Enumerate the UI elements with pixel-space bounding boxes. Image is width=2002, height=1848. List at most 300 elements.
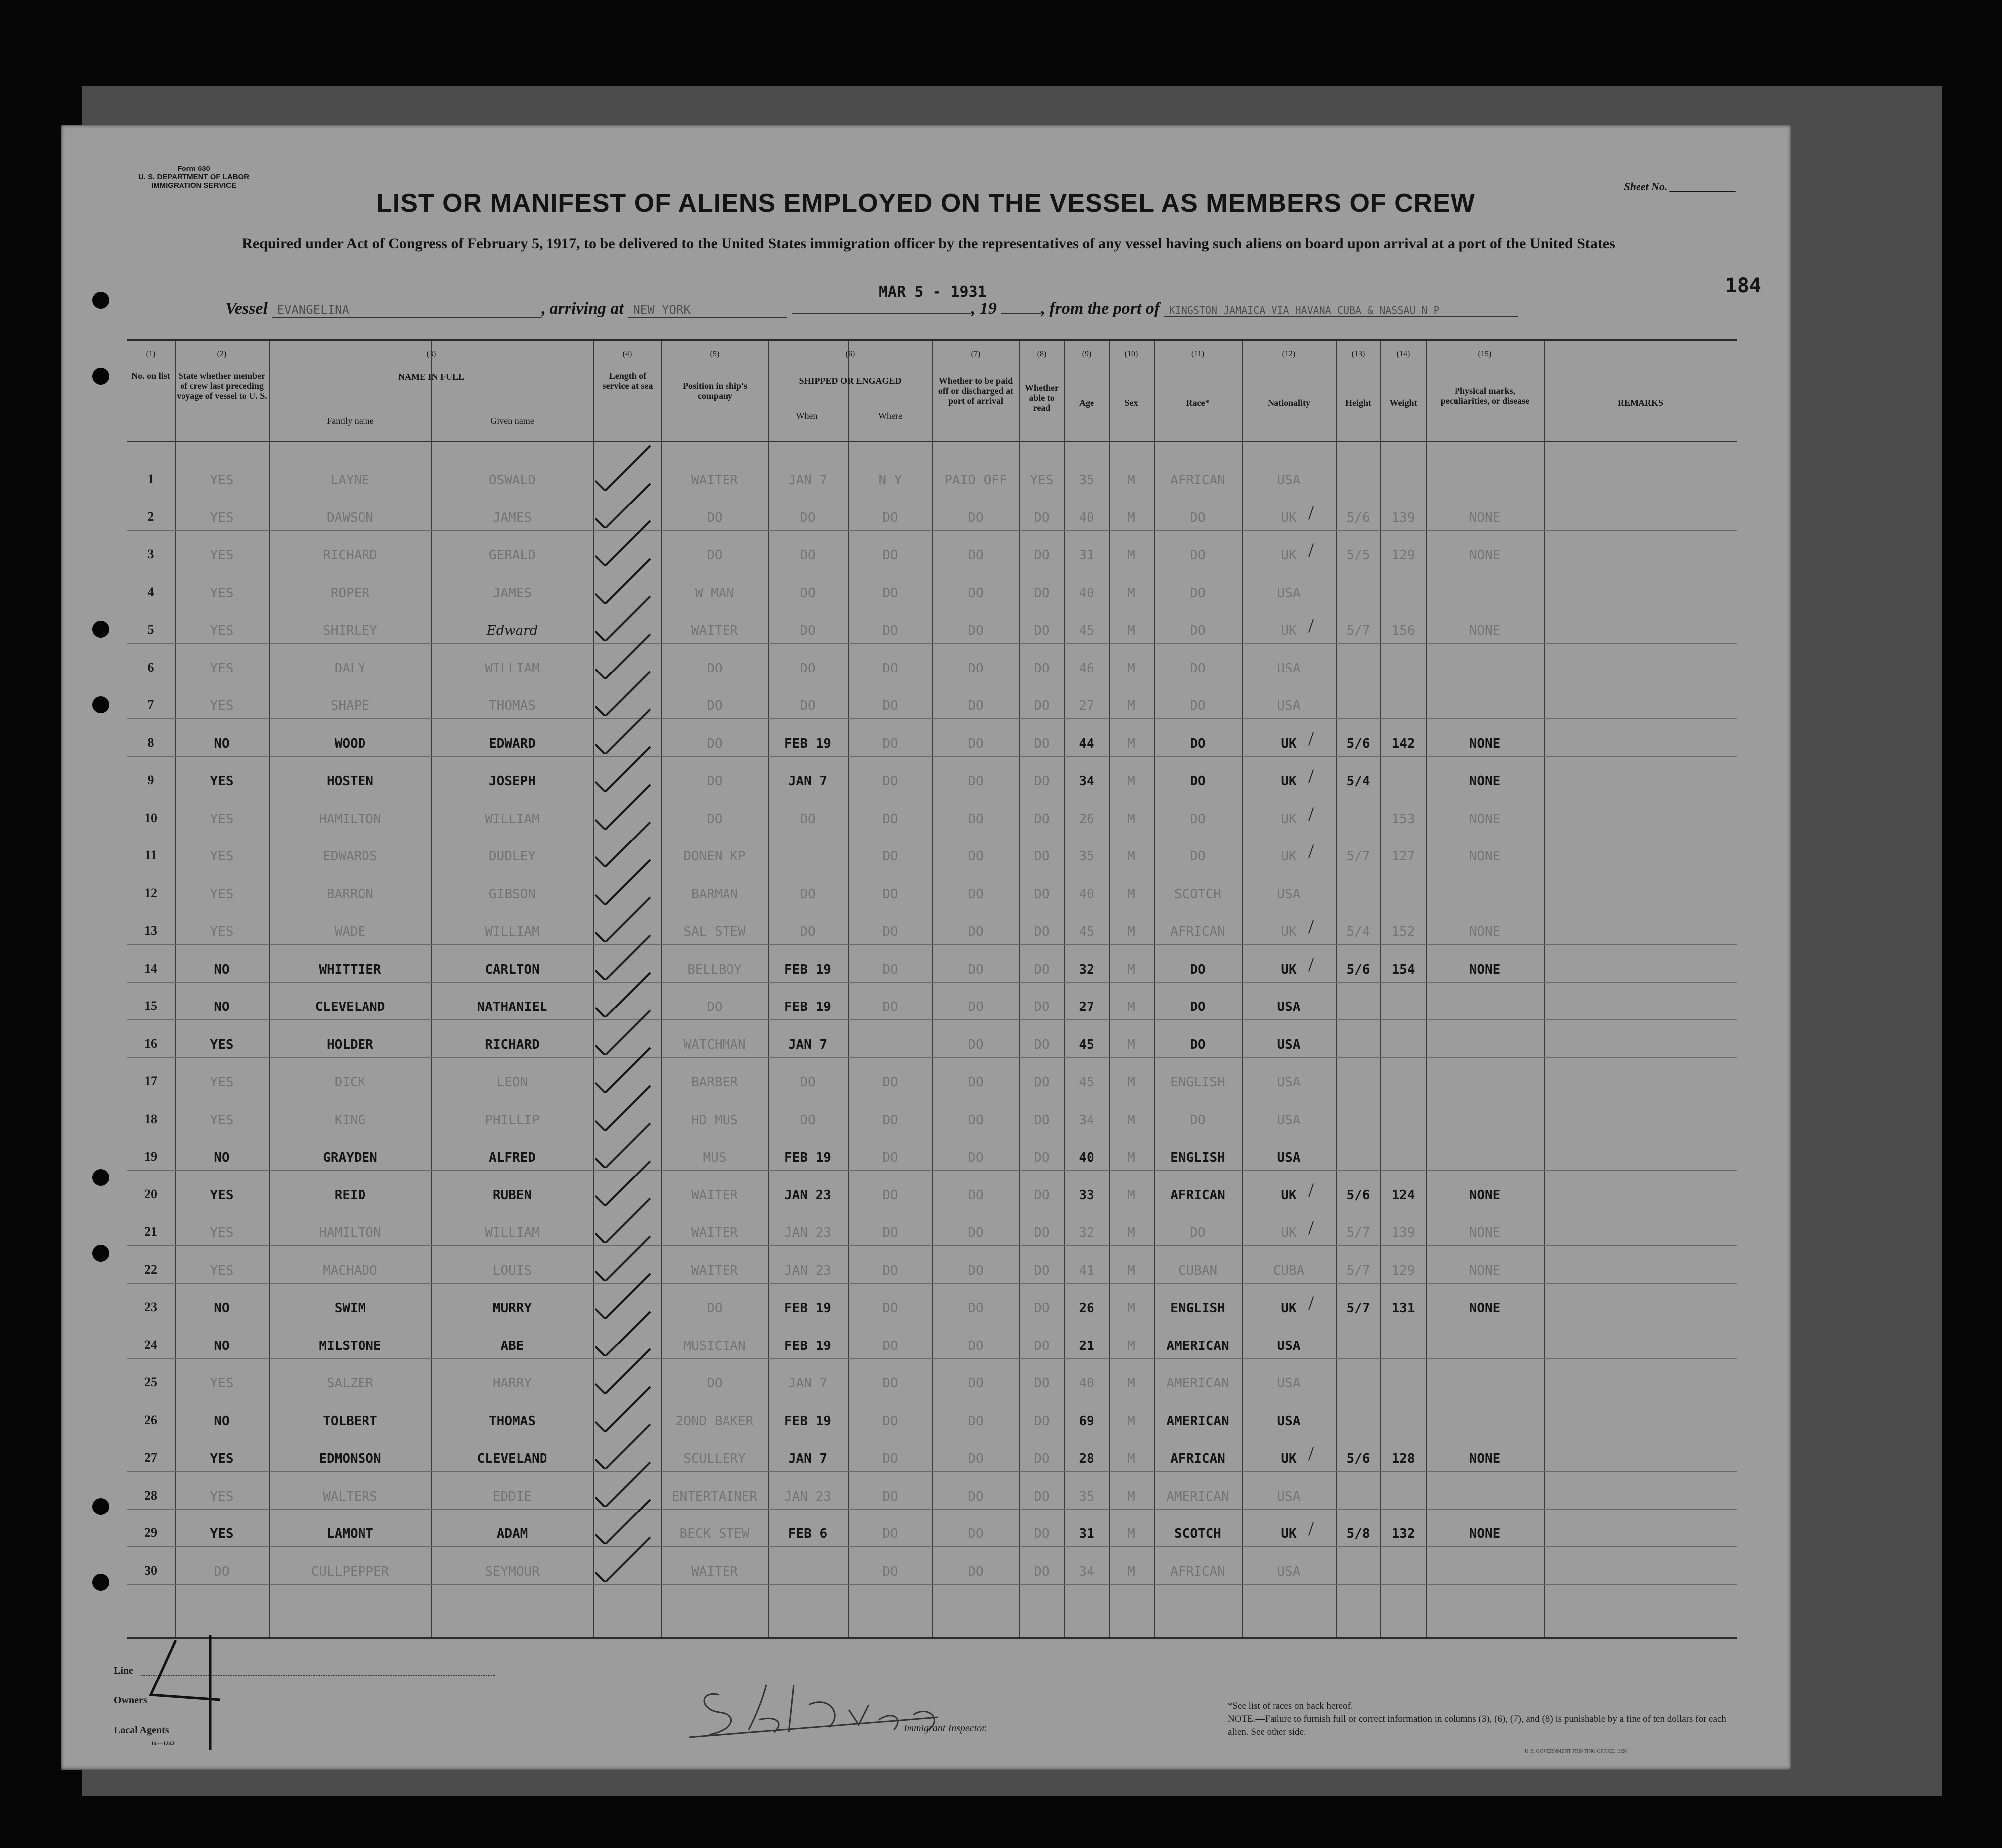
row-number: 3 (147, 547, 154, 561)
cell-pos: DO (707, 736, 723, 751)
cell-sex: M (1127, 1489, 1135, 1504)
table-row (127, 1472, 1737, 1509)
cell-given: SEYMOUR (485, 1564, 540, 1579)
cell-given: LEON (496, 1075, 528, 1090)
cell-nat: CUBA (1273, 1263, 1305, 1278)
cell-read: DO (1034, 849, 1050, 864)
cell-paid: DO (968, 849, 984, 864)
cell-given: JAMES (492, 585, 532, 601)
cell-pos: 2OND BAKER (675, 1413, 754, 1429)
cell-pos: BARBER (691, 1075, 738, 1090)
cell-read: DO (1034, 774, 1050, 789)
cell-pos: DO (707, 774, 723, 789)
cell-nat: USA (1277, 1000, 1301, 1014)
table-row (127, 606, 1737, 643)
cell-read: DO (1034, 1338, 1050, 1353)
cell-read: DO (1034, 1150, 1050, 1165)
cell-pos: DO (707, 1000, 723, 1014)
cell-age: 41 (1079, 1263, 1094, 1278)
cell-family: BARRON (327, 886, 373, 902)
cell-read: DO (1034, 886, 1050, 902)
cell-sex: M (1127, 1263, 1135, 1278)
row-number: 1 (147, 472, 154, 486)
cell-where: DO (882, 736, 898, 751)
cell-race: ENGLISH (1170, 1075, 1225, 1090)
cell-given: WILLIAM (485, 1225, 540, 1240)
binder-hole (92, 1245, 109, 1262)
col-header-remarks: REMARKS (1617, 398, 1663, 408)
cell-where: DO (882, 1225, 898, 1240)
cell-nat: USA (1277, 1075, 1301, 1090)
cell-pos: DO (707, 1376, 723, 1391)
cell-phys: NONE (1469, 510, 1501, 525)
cell-read: DO (1034, 661, 1050, 676)
cell-race: SCOTCH (1174, 1526, 1221, 1541)
cell-where: DO (882, 548, 898, 563)
tick-mark-icon: / (1308, 1178, 1314, 1201)
cell-h: 5/7 (1346, 623, 1370, 638)
cell-given: JAMES (492, 510, 532, 525)
cell-when: FEB 19 (784, 1301, 831, 1316)
cell-read: DO (1034, 698, 1050, 713)
cell-nat: UK (1281, 924, 1297, 939)
cell-where: DO (882, 698, 898, 713)
cell-age: 26 (1079, 811, 1094, 827)
cell-paid: DO (968, 1376, 984, 1391)
cell-family: DALY (334, 661, 366, 676)
cell-sex: M (1127, 811, 1135, 827)
col-number: (14) (1396, 350, 1410, 358)
cell-nat: USA (1277, 1037, 1301, 1052)
col-number: (6) (845, 350, 855, 358)
cell-sex: M (1127, 1451, 1135, 1466)
cell-pos: SAL STEW (683, 924, 746, 939)
cell-family: MILSTONE (319, 1338, 381, 1353)
cell-pos: WAITER (691, 1225, 738, 1240)
cell-w: 127 (1391, 849, 1415, 864)
tick-mark-icon: / (1308, 501, 1314, 524)
cell-sex: M (1127, 736, 1135, 751)
cell-nat: UK (1281, 1451, 1297, 1466)
cell-where: DO (882, 1376, 898, 1391)
cell-w: 128 (1391, 1451, 1415, 1466)
cell-family: REID (334, 1187, 366, 1203)
cell-pos: BARMAN (691, 886, 738, 902)
cell-age: 45 (1079, 1037, 1094, 1052)
cell-read: DO (1034, 1413, 1050, 1429)
cell-age: 28 (1079, 1451, 1094, 1466)
cell-sex: M (1127, 924, 1135, 939)
cell-paid: DO (968, 811, 984, 827)
cell-h: 5/7 (1346, 1263, 1370, 1278)
cell-when: JAN 23 (784, 1263, 831, 1278)
cell-h: 5/7 (1346, 1301, 1370, 1316)
cell-w: 139 (1391, 1225, 1415, 1240)
cell-family: ROPER (330, 585, 370, 601)
cell-prev: YES (210, 661, 234, 676)
cell-where: DO (882, 1187, 898, 1203)
cell-given: WILLIAM (485, 661, 540, 676)
cell-h: 5/6 (1346, 962, 1370, 977)
cell-w: 131 (1391, 1301, 1415, 1316)
col-header-length: Length of service at sea (602, 371, 653, 391)
cell-age: 21 (1079, 1338, 1094, 1353)
cell-read: DO (1034, 1225, 1050, 1240)
cell-family: LAMONT (327, 1526, 373, 1541)
col-header-nationality: Nationality (1267, 398, 1310, 408)
table-row (127, 945, 1737, 982)
cell-pos: DO (707, 510, 723, 525)
cell-nat: UK (1281, 1301, 1297, 1316)
cell-sex: M (1127, 886, 1135, 902)
col-header-given: Given name (490, 416, 534, 426)
cell-race: DO (1190, 1112, 1206, 1128)
cell-nat: USA (1277, 1376, 1301, 1391)
cell-race: ENGLISH (1170, 1301, 1225, 1316)
cell-prev: NO (214, 1338, 230, 1353)
cell-given: HARRY (492, 1376, 532, 1391)
cell-phys: NONE (1469, 1451, 1501, 1466)
cell-given: OSWALD (489, 473, 536, 488)
cell-paid: DO (968, 510, 984, 525)
cell-prev: DO (214, 1564, 230, 1579)
cell-age: 44 (1079, 736, 1094, 751)
cell-where: DO (882, 849, 898, 864)
cell-race: DO (1190, 849, 1206, 864)
cell-w: 129 (1391, 548, 1415, 563)
row-number: 28 (144, 1488, 157, 1503)
cell-age: 45 (1079, 623, 1094, 638)
cell-where: DO (882, 1150, 898, 1165)
cell-where: DO (882, 1413, 898, 1429)
cell-pos: WAITER (691, 1564, 738, 1579)
cell-prev: NO (214, 1413, 230, 1429)
row-number: 11 (144, 848, 157, 862)
cell-h: 5/5 (1346, 548, 1370, 563)
cell-when: FEB 19 (784, 1000, 831, 1014)
cell-phys: NONE (1469, 623, 1501, 638)
table-row (127, 569, 1737, 606)
cell-race: CUBAN (1178, 1263, 1218, 1278)
handwritten-mark (141, 1625, 300, 1755)
cell-prev: YES (210, 1376, 234, 1391)
cell-when: DO (800, 548, 816, 563)
cell-paid: DO (968, 924, 984, 939)
table-row (127, 1020, 1737, 1057)
row-number: 20 (144, 1186, 157, 1201)
cell-paid: DO (968, 1263, 984, 1278)
cell-family: EDMONSON (319, 1451, 381, 1466)
cell-pos: HD MUS (691, 1112, 738, 1128)
col-header-paid-off: Whether to be paid off or discharged at port of arrival (938, 376, 1014, 406)
cell-pos: ENTERTAINER (671, 1489, 758, 1504)
cell-nat: UK (1281, 510, 1297, 525)
cell-when: DO (800, 886, 816, 902)
cell-given: GIBSON (489, 886, 536, 902)
cell-phys: NONE (1469, 849, 1501, 864)
cell-given: ABE (500, 1338, 524, 1353)
sheet-number-label: Sheet No. ____________ (1624, 180, 1736, 193)
cell-age: 45 (1079, 924, 1094, 939)
col-header-race: Race* (1186, 398, 1210, 408)
cell-phys: NONE (1469, 1301, 1501, 1316)
table-row (127, 1058, 1737, 1095)
cell-nat: USA (1277, 585, 1301, 601)
cell-family: RICHARD (323, 548, 377, 563)
line-label: Line (114, 1665, 133, 1676)
cell-when: JAN 23 (784, 1225, 831, 1240)
cell-paid: DO (968, 1112, 984, 1128)
col-number: (9) (1082, 350, 1092, 358)
cell-race: DO (1190, 1000, 1206, 1014)
cell-given: PHILLIP (485, 1112, 540, 1128)
tick-mark-icon: / (1308, 1216, 1314, 1239)
col-header-sex: Sex (1124, 398, 1138, 408)
cell-w: 154 (1391, 962, 1415, 977)
cell-w: 139 (1391, 510, 1415, 525)
cell-family: HAMILTON (319, 1225, 381, 1240)
cell-h: 5/7 (1346, 1225, 1370, 1240)
cell-race: DO (1190, 962, 1206, 977)
row-number: 19 (144, 1149, 157, 1164)
cell-when: JAN 7 (788, 1376, 828, 1391)
binder-hole (92, 1498, 109, 1515)
col-header-family: Family name (327, 416, 374, 426)
cell-pos: WAITER (691, 473, 738, 488)
cell-prev: YES (210, 1263, 234, 1278)
cell-where: DO (882, 811, 898, 827)
cell-pos: WATCHMAN (683, 1037, 746, 1052)
cell-prev: YES (210, 886, 234, 902)
cell-given: WILLIAM (485, 811, 540, 827)
cell-age: 34 (1079, 774, 1094, 789)
page-number: 184 (1725, 274, 1761, 297)
row-number: 12 (144, 885, 157, 900)
printer-imprint: U. S. GOVERNMENT PRINTING OFFICE: 1926 (1525, 1749, 1627, 1754)
cell-sex: M (1127, 473, 1135, 488)
cell-nat: UK (1281, 548, 1297, 563)
cell-family: CLEVELAND (315, 1000, 385, 1014)
cell-read: DO (1034, 1526, 1050, 1541)
cell-when: JAN 7 (788, 1037, 828, 1052)
vessel-line: Vessel EVANGELINA , arriving at NEW YORK , 19 , from the port of KINGSTON JAMAICA VIA HAVANA CUBA & NASSAU N P (225, 299, 1518, 318)
cell-age: 35 (1079, 1489, 1094, 1504)
cell-given: MURRY (492, 1301, 532, 1316)
cell-age: 34 (1079, 1564, 1094, 1579)
tick-mark-icon: / (1308, 765, 1314, 787)
cell-age: 31 (1079, 548, 1094, 563)
binder-hole (92, 368, 109, 385)
col-header-name: NAME IN FULL (398, 372, 464, 382)
cell-given: DUDLEY (489, 849, 536, 864)
binder-hole (92, 1169, 109, 1186)
cell-sex: M (1127, 1037, 1135, 1052)
cell-phys: NONE (1469, 1263, 1501, 1278)
table-row (127, 1096, 1737, 1133)
row-number: 18 (144, 1111, 157, 1126)
cell-family: HOSTEN (327, 774, 373, 789)
cell-family: CULLPEPPER (311, 1564, 389, 1579)
cell-family: WALTERS (323, 1489, 377, 1504)
cell-paid: DO (968, 1225, 984, 1240)
cell-where: DO (882, 1112, 898, 1128)
tick-mark-icon: / (1308, 1292, 1314, 1314)
cell-prev: NO (214, 962, 230, 977)
cell-race: AFRICAN (1170, 1564, 1225, 1579)
cell-given: CARLTON (485, 962, 540, 977)
cell-given: ALFRED (489, 1150, 536, 1165)
cell-h: 5/8 (1346, 1526, 1370, 1541)
binder-hole (92, 292, 109, 309)
cell-nat: UK (1281, 811, 1297, 827)
vessel-name: EVANGELINA (272, 303, 542, 318)
cell-age: 46 (1079, 661, 1094, 676)
cell-read: DO (1034, 1489, 1050, 1504)
tick-mark-icon: / (1308, 1442, 1314, 1465)
table-row (127, 1246, 1737, 1283)
cell-paid: DO (968, 623, 984, 638)
cell-family: WOOD (334, 736, 366, 751)
cell-paid: DO (968, 698, 984, 713)
cell-race: DO (1190, 736, 1206, 751)
col-number: (8) (1037, 350, 1047, 358)
cell-race: DO (1190, 585, 1206, 601)
cell-race: AFRICAN (1170, 1187, 1225, 1203)
table-row (127, 456, 1737, 493)
cell-h: 5/4 (1346, 774, 1370, 789)
cell-race: AMERICAN (1166, 1338, 1229, 1353)
cell-prev: YES (210, 1526, 234, 1541)
cell-where: DO (882, 962, 898, 977)
header-rule (127, 441, 1737, 442)
tick-mark-icon: / (1308, 802, 1314, 825)
cell-when: JAN 7 (788, 1451, 828, 1466)
cell-nat: USA (1277, 1489, 1301, 1504)
cell-when: FEB 19 (784, 1338, 831, 1353)
binder-hole (92, 696, 109, 713)
table-row (127, 795, 1737, 832)
cell-race: AFRICAN (1170, 1451, 1225, 1466)
col-header-position: Position in ship's company (682, 381, 748, 401)
cell-when: FEB 19 (784, 736, 831, 751)
tick-mark-icon: / (1308, 614, 1314, 637)
cell-race: AMERICAN (1166, 1376, 1229, 1391)
cell-given: ADAM (496, 1526, 528, 1541)
col-number: (3) (426, 350, 436, 358)
col-number: (7) (971, 350, 981, 358)
cell-read: DO (1034, 1187, 1050, 1203)
cell-where: DO (882, 1263, 898, 1278)
cell-phys: NONE (1469, 1526, 1501, 1541)
col-number: (10) (1124, 350, 1138, 358)
cell-sex: M (1127, 548, 1135, 563)
cell-h: 5/6 (1346, 1187, 1370, 1203)
cell-prev: YES (210, 1075, 234, 1090)
cell-w: 129 (1391, 1263, 1415, 1278)
col-header-where: Where (878, 411, 902, 421)
cell-prev: YES (210, 1037, 234, 1052)
binder-hole (92, 1574, 109, 1591)
cell-sex: M (1127, 774, 1135, 789)
cell-sex: M (1127, 1301, 1135, 1316)
cell-nat: USA (1277, 473, 1301, 488)
owners-label: Owners (114, 1695, 147, 1706)
cell-paid: DO (968, 774, 984, 789)
cell-family: SWIM (334, 1301, 366, 1316)
cell-family: DAWSON (327, 510, 373, 525)
row-number: 21 (144, 1224, 157, 1239)
cell-where: DO (882, 585, 898, 601)
table-row (127, 907, 1737, 944)
cell-race: SCOTCH (1174, 886, 1221, 902)
cell-read: DO (1034, 1451, 1050, 1466)
cell-paid: DO (968, 1413, 984, 1429)
cell-sex: M (1127, 1338, 1135, 1353)
cell-race: DO (1190, 510, 1206, 525)
cell-sex: M (1127, 1413, 1135, 1429)
table-row (127, 531, 1737, 568)
cell-family: WADE (334, 924, 366, 939)
cell-pos: BELLBOY (687, 962, 742, 977)
col-number: (13) (1351, 350, 1365, 358)
cell-family: TOLBERT (323, 1413, 377, 1429)
cell-prev: YES (210, 849, 234, 864)
cell-where: DO (882, 623, 898, 638)
cell-where: DO (882, 1526, 898, 1541)
cell-when: FEB 6 (788, 1526, 828, 1541)
cell-age: 69 (1079, 1413, 1094, 1429)
cell-h: 5/6 (1346, 736, 1370, 751)
col-header-height: Height (1345, 398, 1371, 408)
cell-given: GERALD (489, 548, 536, 563)
cell-phys: NONE (1469, 924, 1501, 939)
cell-prev: YES (210, 1451, 234, 1466)
cell-h: 5/6 (1346, 1451, 1370, 1466)
cell-nat: UK (1281, 962, 1297, 977)
cell-paid: DO (968, 886, 984, 902)
cell-race: DO (1190, 623, 1206, 638)
cell-given: RUBEN (492, 1187, 532, 1203)
cell-w: 156 (1391, 623, 1415, 638)
cell-family: SALZER (327, 1376, 373, 1391)
cell-nat: UK (1281, 1225, 1297, 1240)
tick-mark-icon: / (1308, 840, 1314, 862)
cell-age: 33 (1079, 1187, 1094, 1203)
row-number: 23 (144, 1300, 157, 1314)
row-number: 7 (147, 697, 154, 712)
cell-family: KING (334, 1112, 366, 1128)
cell-phys: NONE (1469, 811, 1501, 827)
row-number: 26 (144, 1412, 157, 1427)
inspector-label: Immigrant Inspector. (904, 1723, 987, 1734)
cell-age: 27 (1079, 698, 1094, 713)
cell-paid: DO (968, 1338, 984, 1353)
cell-prev: YES (210, 924, 234, 939)
table-row (127, 1359, 1737, 1396)
cell-race: ENGLISH (1170, 1150, 1225, 1165)
cell-pos: DO (707, 811, 723, 827)
cell-sex: M (1127, 623, 1135, 638)
cell-given: RICHARD (485, 1037, 540, 1052)
cell-where: DO (882, 1075, 898, 1090)
cell-prev: NO (214, 1150, 230, 1165)
cell-paid: DO (968, 1187, 984, 1203)
cell-paid: DO (968, 1301, 984, 1316)
cell-sex: M (1127, 661, 1135, 676)
cell-sex: M (1127, 1526, 1135, 1541)
cell-prev: YES (210, 698, 234, 713)
cell-sex: M (1127, 585, 1135, 601)
